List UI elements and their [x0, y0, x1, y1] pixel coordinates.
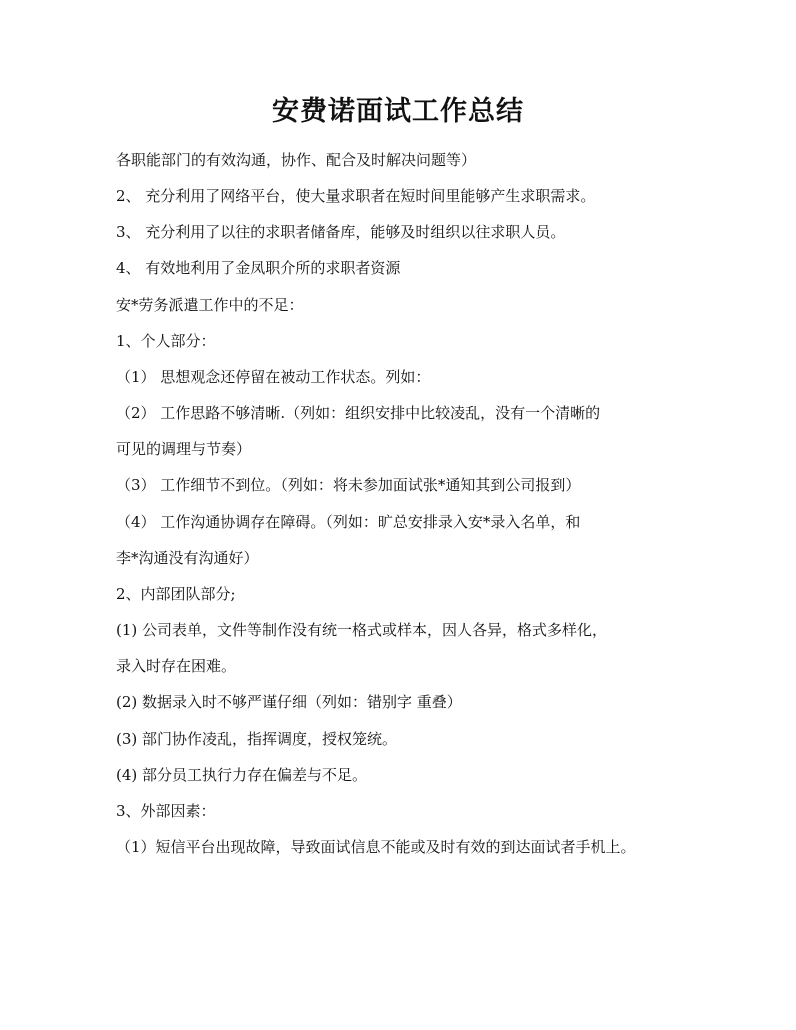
text-line: （1）短信平台出现故障，导致面试信息不能或及时有效的到达面试者手机上。: [116, 838, 636, 856]
text-line: （4） 工作沟通协调存在障碍。（列如：旷总安排录入安*录入名单，和: [116, 513, 581, 531]
text-line: 李*沟通没有沟通好）: [116, 549, 259, 567]
text-line: 3、 充分利用了以往的求职者储备库，能够及时组织以往求职人员。: [116, 223, 566, 241]
text-line: (1) 公司表单，文件等制作没有统一格式或样本，因人各异，格式多样化，: [116, 621, 608, 639]
text-line: 3、外部因素：: [116, 802, 216, 820]
text-line: （2） 工作思路不够清晰.（列如：组织安排中比较凌乱，没有一个清晰的: [116, 404, 601, 422]
text-line: 录入时存在困难。: [116, 657, 237, 675]
text-line: 2、内部团队部分;: [116, 585, 236, 603]
text-line: （1） 思想观念还停留在被动工作状态。列如：: [116, 368, 431, 386]
text-line: 1、个人部分：: [116, 332, 216, 350]
text-line: 安*劳务派遣工作中的不足：: [116, 296, 304, 314]
text-line: (3) 部门协作凌乱，指挥调度，授权笼统。: [116, 730, 398, 748]
text-line: 2、 充分利用了网络平台，使大量求职者在短时间里能够产生求职需求。: [116, 187, 596, 205]
text-line: 各职能部门的有效沟通，协作、配合及时解决问题等）: [116, 151, 477, 169]
text-line: (2) 数据录入时不够严谨仔细（列如：错别字 重叠）: [116, 693, 462, 711]
text-line: 可见的调理与节奏）: [116, 440, 252, 458]
text-line: 4、 有效地利用了金凤职介所的求职者资源: [116, 259, 401, 277]
document-title: 安费诺面试工作总结: [272, 96, 524, 127]
text-line: （3） 工作细节不到位。（列如：将未参加面试张*通知其到公司报到）: [116, 476, 581, 494]
text-line: (4) 部分员工执行力存在偏差与不足。: [116, 766, 368, 784]
